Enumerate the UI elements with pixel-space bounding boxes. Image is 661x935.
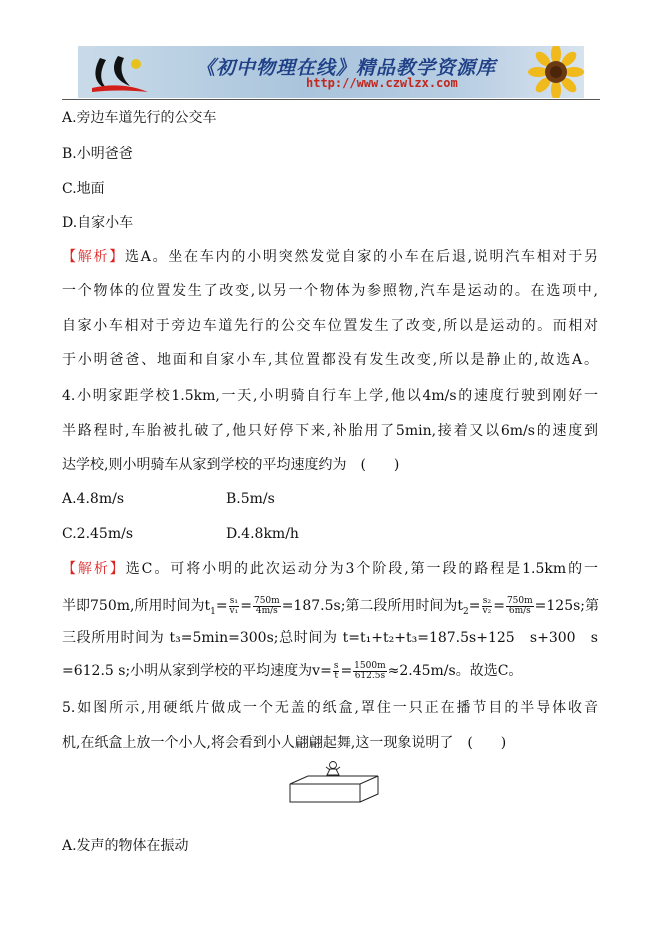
q4-stem-line-1: 4.小明家距学校1.5km,一天,小明骑自行车上学,他以4m/s的速度行驶到刚好一: [62, 388, 598, 404]
q4-option-b: B.5m/s: [226, 491, 275, 507]
q3-analysis-line-1: 【解析】选A。坐在车内的小明突然发觉自家的小车在后退,说明汽车相对于另: [62, 249, 599, 265]
q4-analysis-line-3: 三段所用时间为 t₃=5min=300s;总时间为 t=t₁+t₂+t₃=187.5s+125 s+300 s: [62, 630, 598, 646]
dancing-figure-icon: [326, 762, 340, 776]
analysis-tag: 【解析】: [62, 561, 126, 577]
q4-analysis-line-1: 【解析】选C。可将小明的此次运动分为3个阶段,第一段的路程是1.5km的一: [62, 561, 599, 577]
q5-stem-line-2: 机,在纸盒上放一个小人,将会看到小人翩翩起舞,这一现象说明了 ( ): [62, 735, 507, 751]
banner-url: http://www.czwlzx.com: [306, 76, 458, 90]
fraction: $\frac{1500m}{612.5s}$: [354, 660, 386, 681]
header-banner: [78, 46, 584, 98]
fraction: $\frac{\text{s₁}}{\text{v₁}}$: [229, 595, 239, 616]
q4-analysis-line-2: 半即750m,所用时间为$t_1=$ $\frac{\text{s₁}}{\text{v₁}}$ = $\frac{750m}{4m/s}$ =187.5s;第二段所用时间为$t_2=$ $\frac{\text{s₂}}{\text{v₂}}$ = $\frac{750m}{6m/s}$ =125s;第: [62, 595, 600, 617]
fraction: $\frac{s}{t}$: [333, 660, 339, 681]
q5-stem-line-1: 5.如图所示,用硬纸片做成一个无盖的纸盒,罩住一只正在播节目的半导体收音: [62, 700, 598, 716]
fraction: $\frac{750m}{4m/s}$: [253, 595, 280, 616]
q3-option-c: C.地面: [62, 181, 105, 197]
sunflower-icon: [526, 46, 584, 98]
header-rule: [62, 99, 600, 100]
fraction: $\frac{\text{s₂}}{\text{v₂}}$: [482, 595, 492, 616]
q5-option-a: A.发声的物体在振动: [62, 838, 189, 854]
q4-stem-line-3: 达学校,则小明骑车从家到学校的平均速度约为 ( ): [62, 457, 400, 473]
analysis-tag: 【解析】: [62, 249, 125, 265]
q4-stem-line-2: 半路程时,车胎被扎破了,他只好停下来,补胎用了5min,接着又以6m/s的速度到: [62, 423, 598, 439]
site-logo-icon: [84, 50, 154, 96]
q3-option-d: D.自家小车: [62, 215, 134, 231]
q3-analysis-line-3: 自家小车相对于旁边车道先行的公交车位置发生了改变,所以是运动的。而相对: [62, 318, 598, 334]
banner-title: 《初中物理在线》精品教学资源库: [196, 57, 497, 79]
q4-option-a: A.4.8m/s: [62, 491, 125, 507]
q3-analysis-line-4: 于小明爸爸、地面和自家小车,其位置都没有发生改变,所以是静止的,故选A。: [62, 352, 598, 368]
fraction: $\frac{750m}{6m/s}$: [506, 595, 533, 616]
q3-option-a: A.旁边车道先行的公交车: [62, 110, 217, 126]
q4-option-d: D.4.8km/h: [226, 526, 299, 542]
q3-option-b: B.小明爸爸: [62, 146, 133, 162]
q4-option-c: C.2.45m/s: [62, 526, 134, 542]
q3-analysis-line-2: 一个物体的位置发生了改变,以另一个物体为参照物,汽车是运动的。在选项中,: [62, 283, 598, 299]
q4-analysis-line-4: =612.5 s;小明从家到学校的平均速度为v= $\frac{s}{t}$ = $\frac{1500m}{612.5s}$ ≈2.45m/s。故选C。: [62, 660, 523, 681]
paper-box-figure: [286, 760, 382, 810]
